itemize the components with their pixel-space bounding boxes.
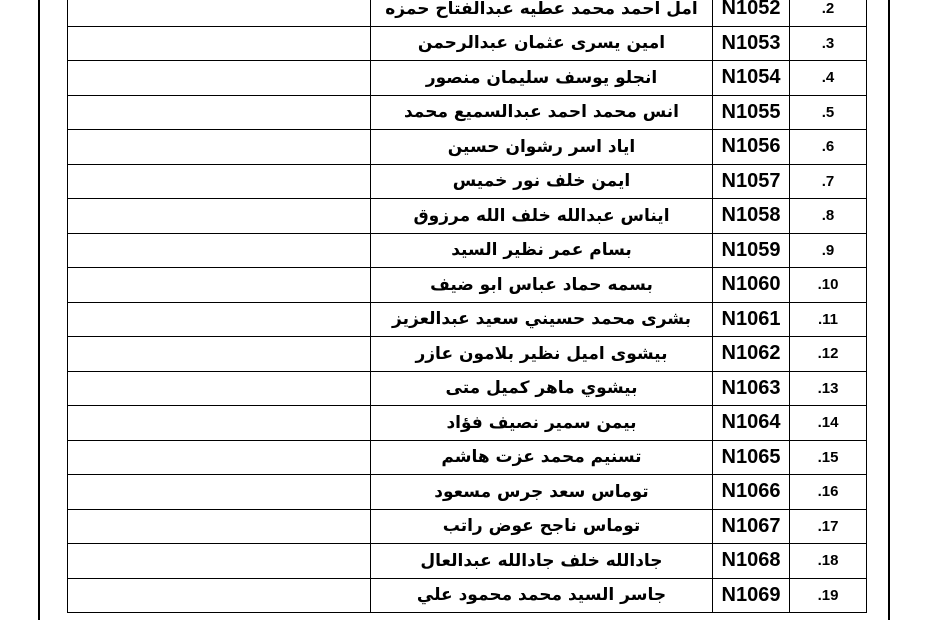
name-cell: جاسر السيد محمد محمود علي <box>371 578 713 613</box>
table-row <box>68 26 867 61</box>
blank-cell <box>68 164 371 199</box>
number-cell: .16 <box>790 475 867 510</box>
blank-cell <box>68 233 371 268</box>
name-cell: توماس سعد جرس مسعود <box>371 475 713 510</box>
number-cell: .7 <box>790 164 867 199</box>
number-cell: .8 <box>790 199 867 234</box>
number-cell: .10 <box>790 268 867 303</box>
blank-cell <box>68 509 371 544</box>
name-cell: انجلو يوسف سليمان منصور <box>371 61 713 96</box>
number-cell: .3 <box>790 26 867 61</box>
table-row <box>68 337 867 372</box>
code-cell: N1052 <box>713 0 790 26</box>
name-cell: بشرى محمد حسيني سعيد عبدالعزيز <box>371 302 713 337</box>
table-row <box>68 371 867 406</box>
blank-cell <box>68 371 371 406</box>
page-border-right <box>888 0 890 620</box>
name-cell: امين يسرى عثمان عبدالرحمن <box>371 26 713 61</box>
number-cell: .15 <box>790 440 867 475</box>
student-roster-table <box>67 0 867 613</box>
code-cell: N1065 <box>713 440 790 475</box>
name-cell: جادالله خلف جادالله عبدالعال <box>371 544 713 579</box>
name-cell: بيمن سمير نصيف فؤاد <box>371 406 713 441</box>
blank-cell <box>68 475 371 510</box>
code-cell: N1068 <box>713 544 790 579</box>
table-row <box>68 130 867 165</box>
table-row <box>68 61 867 96</box>
code-cell: N1064 <box>713 406 790 441</box>
code-cell: N1054 <box>713 61 790 96</box>
number-cell: .11 <box>790 302 867 337</box>
name-cell: ايمن خلف نور خميس <box>371 164 713 199</box>
name-cell: بيشوى اميل نظير بلامون عازر <box>371 337 713 372</box>
name-cell: توماس ناجح عوض راتب <box>371 509 713 544</box>
blank-cell <box>68 26 371 61</box>
name-cell: بسام عمر نظير السيد <box>371 233 713 268</box>
blank-cell <box>68 130 371 165</box>
table-row <box>68 233 867 268</box>
page-border-left <box>38 0 40 620</box>
blank-cell <box>68 544 371 579</box>
blank-cell <box>68 440 371 475</box>
number-cell: .19 <box>790 578 867 613</box>
number-cell: .2 <box>790 0 867 26</box>
blank-cell <box>68 61 371 96</box>
name-cell: بيشوي ماهر كميل متى <box>371 371 713 406</box>
name-cell: امل احمد محمد عطيه عبدالفتاح حمزه <box>371 0 713 26</box>
code-cell: N1067 <box>713 509 790 544</box>
code-cell: N1057 <box>713 164 790 199</box>
name-cell: اياد اسر رشوان حسين <box>371 130 713 165</box>
table-row <box>68 302 867 337</box>
code-cell: N1053 <box>713 26 790 61</box>
code-cell: N1058 <box>713 199 790 234</box>
blank-cell <box>68 337 371 372</box>
table-row <box>68 509 867 544</box>
number-cell: .17 <box>790 509 867 544</box>
name-cell: انس محمد احمد عبدالسميع محمد <box>371 95 713 130</box>
table-row <box>68 475 867 510</box>
table-row <box>68 578 867 613</box>
blank-cell <box>68 95 371 130</box>
blank-cell <box>68 406 371 441</box>
blank-cell <box>68 0 371 26</box>
number-cell: .5 <box>790 95 867 130</box>
table-row <box>68 544 867 579</box>
code-cell: N1056 <box>713 130 790 165</box>
name-cell: بسمه حماد عباس ابو ضيف <box>371 268 713 303</box>
table-row <box>68 164 867 199</box>
number-cell: .18 <box>790 544 867 579</box>
table-row <box>68 268 867 303</box>
name-cell: تسنيم محمد عزت هاشم <box>371 440 713 475</box>
roster-body <box>68 0 867 613</box>
code-cell: N1055 <box>713 95 790 130</box>
table-row <box>68 440 867 475</box>
table-row <box>68 406 867 441</box>
table-row <box>68 0 867 26</box>
code-cell: N1059 <box>713 233 790 268</box>
number-cell: .9 <box>790 233 867 268</box>
code-cell: N1062 <box>713 337 790 372</box>
table-row <box>68 95 867 130</box>
number-cell: .13 <box>790 371 867 406</box>
code-cell: N1061 <box>713 302 790 337</box>
code-cell: N1063 <box>713 371 790 406</box>
number-cell: .6 <box>790 130 867 165</box>
number-cell: .12 <box>790 337 867 372</box>
code-cell: N1060 <box>713 268 790 303</box>
blank-cell <box>68 302 371 337</box>
number-cell: .14 <box>790 406 867 441</box>
name-cell: ايناس عبدالله خلف الله مرزوق <box>371 199 713 234</box>
number-cell: .4 <box>790 61 867 96</box>
blank-cell <box>68 268 371 303</box>
table-row <box>68 199 867 234</box>
code-cell: N1066 <box>713 475 790 510</box>
code-cell: N1069 <box>713 578 790 613</box>
blank-cell <box>68 199 371 234</box>
blank-cell <box>68 578 371 613</box>
